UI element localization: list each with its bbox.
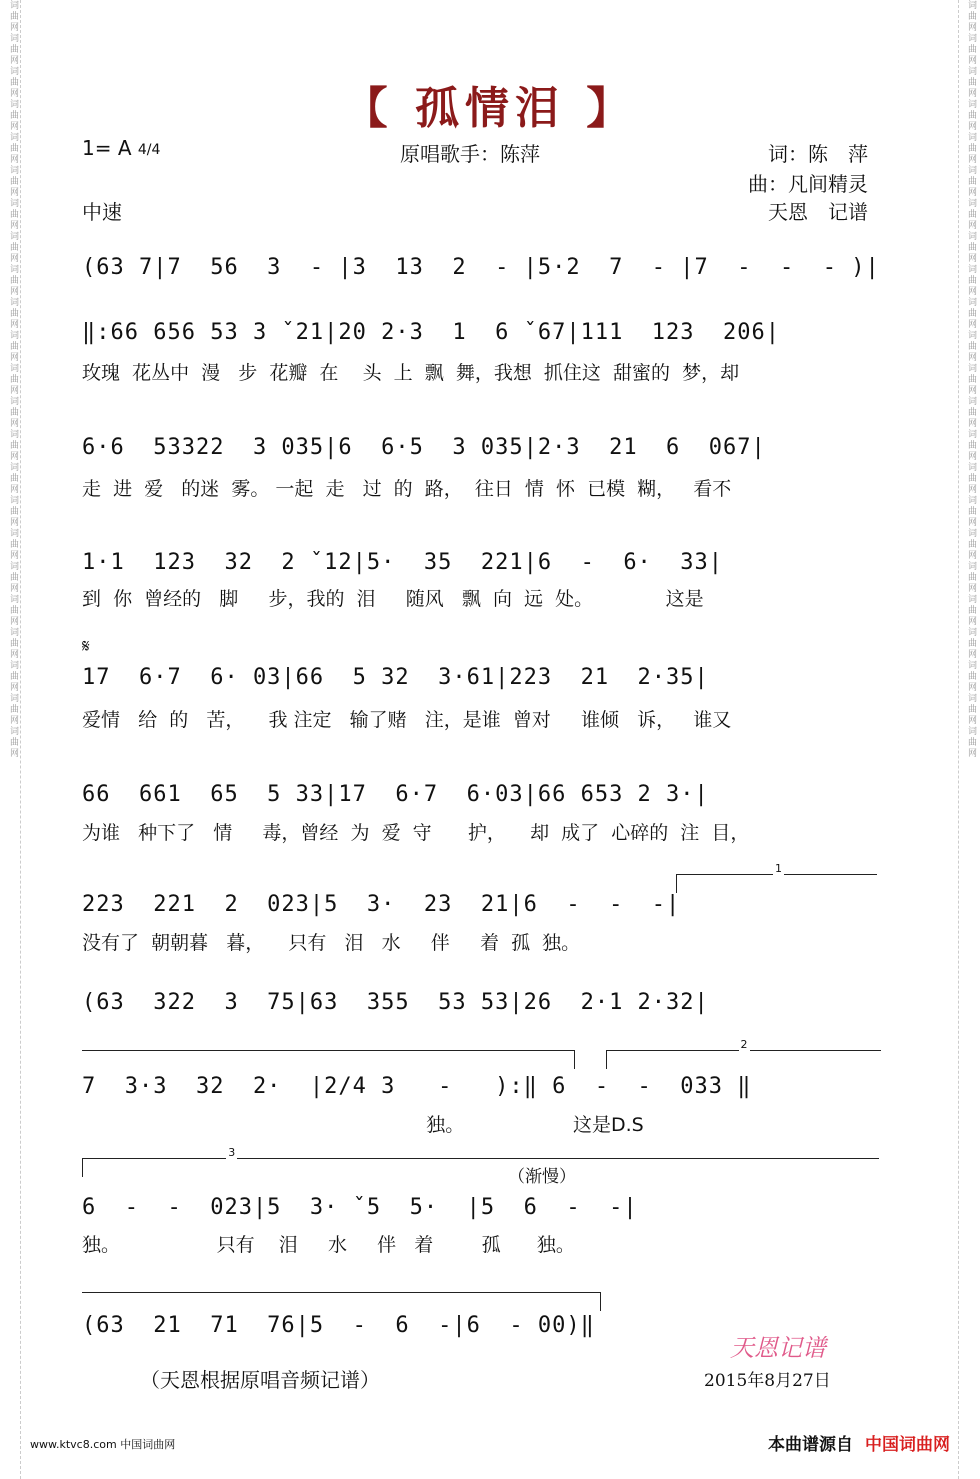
notes-line-7: 223 221 2 023|5 3· 23 21|6 - - -| bbox=[82, 892, 681, 917]
lyrics-line-2: 玫瑰 花丛中 漫 步 花瓣 在 头 上 飘 舞，我想 抓住这 甜蜜的 梦，却 bbox=[82, 362, 740, 384]
segno-sign: 𝄋 bbox=[82, 636, 90, 657]
repeat-bracket bbox=[82, 1050, 575, 1069]
transcriber-stamp: 天恩记谱 bbox=[730, 1334, 826, 1362]
transcription-date: 2015年8月27日 bbox=[704, 1371, 831, 1391]
notes-line-3: 6·6 53322 3 035|6 6·5 3 035|2·3 21 6 067| bbox=[82, 435, 766, 460]
composer: 曲：凡间精灵 bbox=[748, 172, 868, 196]
lyrics-line-4: 到 你 曾经的 脚 步，我的 泪 随风 飘 向 远 处。 这是 bbox=[82, 588, 704, 610]
lyrics-line-3: 走 进 爱 的迷 雾。 一起 走 过 的 路， 往日 情 怀 已模 糊， 看不 bbox=[82, 478, 732, 500]
notes-line-8: (63 322 3 75|63 355 53 53|26 2·1 2·32| bbox=[82, 990, 709, 1015]
volta-1: 1 bbox=[676, 874, 877, 893]
notes-line-9: 7 3·3 32 2· |2/4 3 - ):‖ 6 - - 033 ‖ bbox=[82, 1074, 752, 1099]
lyrics-line-9: 独。 这是D.S bbox=[82, 1114, 644, 1136]
time-signature: 4/4 bbox=[137, 141, 161, 158]
ritardando-mark: （渐慢） bbox=[508, 1167, 576, 1187]
left-watermark: 词曲网词曲网词曲网词曲网词曲网词曲网词曲网词曲网词曲网词曲网词曲网词曲网词曲网词曲网词曲网词曲网词曲网词曲网词曲网词曲网词曲网词曲网词曲网 bbox=[8, 0, 18, 759]
volta-2: 2 bbox=[606, 1050, 881, 1069]
notes-line-2: ‖:66 656 53 3 ˇ21|20 2·3 1 6 ˇ67|111 123 206| bbox=[82, 320, 781, 345]
lyrics-line-10: 独。 只有 泪 水 伴 着 孤 独。 bbox=[82, 1234, 575, 1256]
notes-line-4: 1·1 123 32 2 ˇ12|5· 35 221|6 - 6· 33| bbox=[82, 550, 724, 575]
notes-line-11: (63 21 71 76|5 - 6 -|6 - 00)‖ bbox=[82, 1313, 595, 1338]
notes-line-10: 6 - - 023|5 3· ˇ5 5· |5 6 - -| bbox=[82, 1195, 638, 1220]
right-margin-line bbox=[958, 0, 959, 1479]
volta-3: 3 bbox=[82, 1158, 879, 1177]
right-watermark: 词曲网词曲网词曲网词曲网词曲网词曲网词曲网词曲网词曲网词曲网词曲网词曲网词曲网词曲网词曲网词曲网词曲网词曲网词曲网词曲网词曲网词曲网词曲网 bbox=[966, 0, 976, 759]
source-note: （天恩根据原唱音频记谱） bbox=[140, 1368, 380, 1392]
footer-source-label: 本曲谱源自 bbox=[768, 1435, 853, 1455]
coda-bracket bbox=[82, 1292, 601, 1311]
lyrics-line-7: 没有了 朝朝暮 暮， 只有 泪 水 伴 着 孤 独。 bbox=[82, 932, 581, 954]
notes-line-1: (63 7|7 56 3 - |3 13 2 - |5·2 7 - |7 - - - )| bbox=[82, 255, 880, 280]
original-singer: 原唱歌手：陈萍 bbox=[400, 142, 540, 166]
tempo: 中速 bbox=[82, 200, 122, 224]
notes-line-6: 66 661 65 5 33|17 6·7 6·03|66 653 2 3·| bbox=[82, 782, 709, 807]
song-title: 【 孤情泪 】 bbox=[343, 83, 637, 134]
footer-source-site[interactable]: 中国词曲网 bbox=[865, 1435, 950, 1455]
notes-line-5: 17 6·7 6· 03|66 5 32 3·61|223 21 2·35| bbox=[82, 665, 709, 690]
lyrics-line-5: 爱情 给 的 苦， 我 注定 输了赌 注，是谁 曾对 谁倾 诉， 谁又 bbox=[82, 709, 732, 731]
left-margin-line bbox=[20, 0, 21, 1479]
footer-site-link[interactable]: www.ktvc8.com 中国词曲网 bbox=[30, 1438, 176, 1451]
transcriber: 天恩 记谱 bbox=[768, 200, 868, 224]
lyrics-line-6: 为谁 种下了 情 毒，曾经 为 爱 守 护， 却 成了 心碎的 注 目， bbox=[82, 822, 750, 844]
footer-source bbox=[768, 1430, 950, 1455]
key-signature: 1= A 4/4 bbox=[82, 136, 161, 160]
lyricist: 词：陈 萍 bbox=[768, 142, 868, 166]
